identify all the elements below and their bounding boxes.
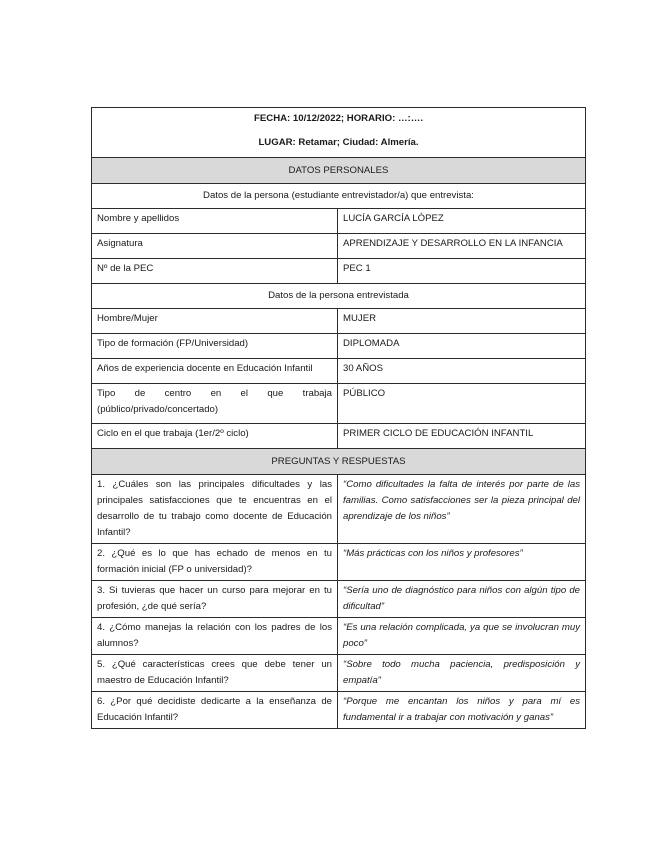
interviewer-caption-row — [92, 184, 586, 209]
table-row — [92, 384, 586, 424]
field-value: PEC 1 — [338, 259, 586, 284]
qa-row — [92, 692, 586, 729]
field-value: PÚBLICO — [338, 384, 586, 424]
answer-cell: “Porque me encantan los niños y para mí es fundamental ir a trabajar con motivación y ganas” — [338, 692, 586, 729]
field-value: DIPLOMADA — [338, 334, 586, 359]
field-label: Tipo de centro en el que trabaja (público/privado/concertado) — [92, 384, 338, 424]
header-cell — [92, 108, 586, 158]
question-cell: 5. ¿Qué características crees que debe tener un maestro de Educación Infantil? — [92, 655, 338, 692]
date-time-line: FECHA: 10/12/2022; HORARIO: …:…. — [254, 113, 423, 124]
question-cell: 1. ¿Cuáles son las principales dificultades y las principales satisfacciones que te encuentras en el desarrollo de tu trabajo como docente de Educación Infantil? — [92, 475, 338, 544]
table-row — [92, 209, 586, 234]
answer-cell: “Sobre todo mucha paciencia, predisposición y empatía” — [338, 655, 586, 692]
section-title-personal: DATOS PERSONALES — [92, 158, 586, 184]
field-label: Asignatura — [92, 234, 338, 259]
answer-cell: “Como dificultades la falta de interés por parte de las familias. Como satisfacciones ser la pieza principal del aprendizaje de los niños” — [338, 475, 586, 544]
interviewee-caption: Datos de la persona entrevistada — [92, 284, 586, 309]
field-value: PRIMER CICLO DE EDUCACIÓN INFANTIL — [338, 424, 586, 449]
table-row — [92, 309, 586, 334]
field-value: LUCÍA GARCÍA LÓPEZ — [338, 209, 586, 234]
field-label: Hombre/Mujer — [92, 309, 338, 334]
section-title-qa: PREGUNTAS Y RESPUESTAS — [92, 449, 586, 475]
section-qa-row — [92, 449, 586, 475]
field-value: 30 AÑOS — [338, 359, 586, 384]
table-row — [92, 234, 586, 259]
table-row — [92, 359, 586, 384]
field-value: MUJER — [338, 309, 586, 334]
field-value: APRENDIZAJE Y DESARROLLO EN LA INFANCIA — [338, 234, 586, 259]
question-cell: 6. ¿Por qué decidiste dedicarte a la enseñanza de Educación Infantil? — [92, 692, 338, 729]
table-row — [92, 334, 586, 359]
qa-row — [92, 581, 586, 618]
field-label: Años de experiencia docente en Educación Infantil — [92, 359, 338, 384]
place-city-line: LUGAR: Retamar; Ciudad: Almería. — [258, 137, 419, 148]
header-row — [92, 108, 586, 158]
qa-row — [92, 655, 586, 692]
answer-cell: “Sería uno de diagnóstico para niños con algún tipo de dificultad” — [338, 581, 586, 618]
interviewee-caption-row — [92, 284, 586, 309]
qa-row — [92, 544, 586, 581]
qa-row — [92, 475, 586, 544]
table-row — [92, 424, 586, 449]
section-personal-row — [92, 158, 586, 184]
field-label: Nombre y apellidos — [92, 209, 338, 234]
question-cell: 2. ¿Qué es lo que has echado de menos en tu formación inicial (FP o universidad)? — [92, 544, 338, 581]
table-row — [92, 259, 586, 284]
field-label: Nº de la PEC — [92, 259, 338, 284]
answer-cell: “Es una relación complicada, ya que se involucran muy poco” — [338, 618, 586, 655]
field-label: Tipo de formación (FP/Universidad) — [92, 334, 338, 359]
question-cell: 3. Si tuvieras que hacer un curso para mejorar en tu profesión, ¿de qué sería? — [92, 581, 338, 618]
qa-row — [92, 618, 586, 655]
interviewer-caption: Datos de la persona (estudiante entrevistador/a) que entrevista: — [92, 184, 586, 209]
field-label: Ciclo en el que trabaja (1er/2º ciclo) — [92, 424, 338, 449]
interview-form-table — [91, 107, 586, 729]
answer-cell: “Más prácticas con los niños y profesores” — [338, 544, 586, 581]
question-cell: 4. ¿Cómo manejas la relación con los padres de los alumnos? — [92, 618, 338, 655]
